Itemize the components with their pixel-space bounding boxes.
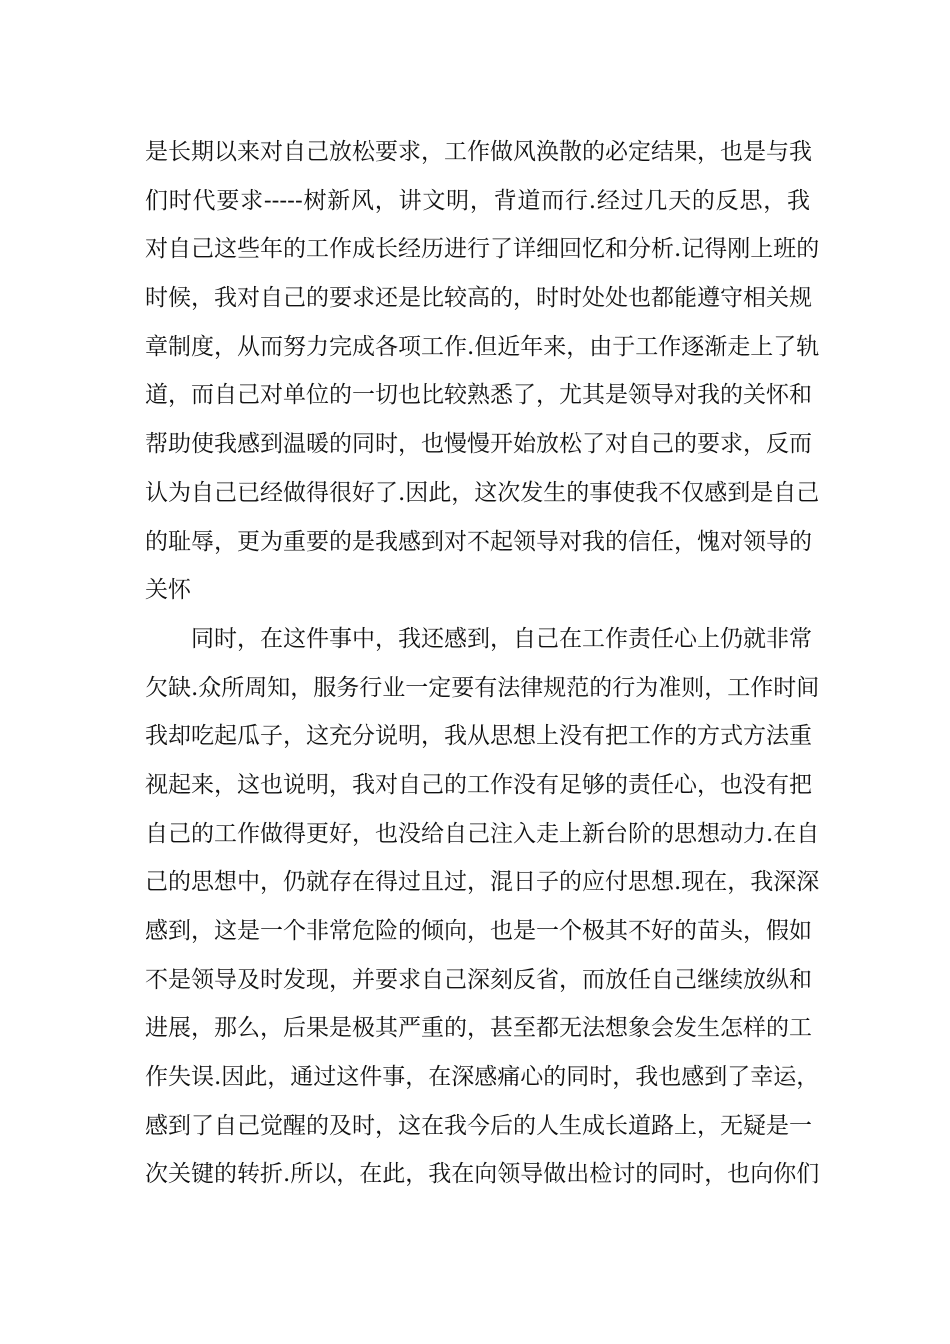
text-line: 帮助使我感到温暖的同时，也慢慢开始放松了对自己的要求，反而 <box>145 431 812 458</box>
text-line: 关怀 <box>145 577 191 604</box>
text-line: 道，而自己对单位的一切也比较熟悉了，尤其是领导对我的关怀和 <box>145 382 812 409</box>
text-line: 是长期以来对自己放松要求，工作做风涣散的必定结果，也是与我 <box>145 139 812 165</box>
text-line: 视起来，这也说明，我对自己的工作没有足够的责任心，也没有把 <box>145 771 812 798</box>
text-line: 我却吃起瓜子，这充分说明，我从思想上没有把工作的方式方法重 <box>145 723 812 750</box>
text-line: 自己的工作做得更好，也没给自己注入走上新台阶的思想动力.在自 <box>145 820 820 847</box>
text-line: 次关键的转折.所以，在此，我在向领导做出检讨的同时，也向你们 <box>145 1161 820 1188</box>
text-line: 感到了自己觉醒的及时，这在我今后的人生成长道路上，无疑是一 <box>145 1112 812 1139</box>
text-line: 作失误.因此，通过这件事，在深感痛心的同时，我也感到了幸运， <box>145 1064 820 1091</box>
text-line: 时候，我对自己的要求还是比较高的，时时处处也都能遵守相关规 <box>145 285 812 312</box>
text-line: 进展，那么，后果是极其严重的，甚至都无法想象会发生怎样的工 <box>145 1015 812 1042</box>
text-line: 章制度，从而努力完成各项工作.但近年来，由于工作逐渐走上了轨 <box>145 333 820 360</box>
text-line: 对自己这些年的工作成长经历进行了详细回忆和分析.记得刚上班的 <box>145 236 820 263</box>
paragraph-2 <box>145 615 820 1199</box>
text-line: 不是领导及时发现，并要求自己深刻反省，而放任自己继续放纵和 <box>145 966 812 993</box>
text-line: 认为自己已经做得很好了.因此，这次发生的事使我不仅感到是自己 <box>145 479 820 506</box>
text-line: 欠缺.众所周知，服务行业一定要有法律规范的行为准则，工作时间 <box>145 674 820 701</box>
text-line: 同时，在这件事中，我还感到，自己在工作责任心上仍就非常 <box>191 625 812 652</box>
document-body <box>145 128 820 1199</box>
text-line: 感到，这是一个非常危险的倾向，也是一个极其不好的苗头，假如 <box>145 918 812 944</box>
text-line: 己的思想中，仍就存在得过且过，混日子的应付思想.现在，我深深 <box>145 869 820 896</box>
paragraph-1 <box>145 128 820 615</box>
text-line: 的耻辱，更为重要的是我感到对不起领导对我的信任，愧对领导的 <box>145 528 812 555</box>
text-line: 们时代要求-----树新风，讲文明，背道而行.经过几天的反思，我 <box>145 187 810 214</box>
